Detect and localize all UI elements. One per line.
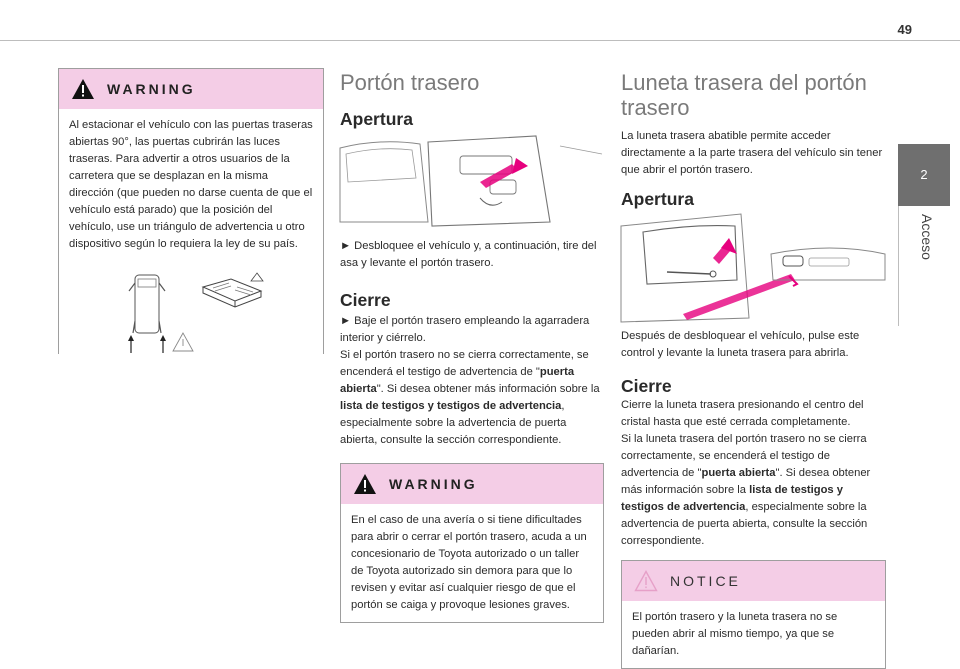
cierre-instruction: ► Baje el portón trasero empleando la agarradera interior y ciérrelo. [340, 315, 590, 344]
tailgate-handle-icon [340, 136, 604, 228]
notice-title: NOTICE [670, 573, 741, 589]
warning-header-tailgate [341, 464, 603, 504]
header-rule [0, 40, 960, 41]
cierre-text-bold-door: puerta abierta [340, 366, 575, 395]
column-right [621, 68, 886, 669]
warning-title-tailgate: WARNING [389, 476, 478, 492]
warning-header [59, 69, 323, 109]
warning-box-tailgate [340, 463, 604, 623]
cierre-window-bold-door: puerta abierta [701, 467, 776, 479]
heading-cierre: Cierre [340, 290, 391, 310]
heading-cierre-window: Cierre [621, 376, 672, 396]
heading-apertura: Apertura [340, 109, 413, 129]
cierre-window-bold-list: lista de testigos y testigos de advertencia [621, 484, 843, 513]
cierre-window-warning-light-text [621, 431, 886, 550]
manual-book-icon [199, 269, 269, 313]
rear-window-intro: La luneta trasera abatible permite acceder directamente a la parte trasera del vehículo sin tener que abrir el portón trasero. [621, 130, 883, 176]
notice-box [621, 560, 886, 669]
column-middle [340, 68, 604, 623]
tailgate-open-illustration [340, 136, 604, 228]
cierre-text-part1: Si el portón trasero no se cierra correctamente, se encenderá el testigo de advertencia de " [340, 349, 589, 378]
cierre-text-part2: ". Si desea obtener más información sobre la [376, 383, 600, 395]
section-title-tailgate: Portón trasero [340, 70, 480, 95]
notice-triangle-icon [634, 570, 658, 592]
heading-apertura-window: Apertura [621, 189, 694, 209]
cierre-text-part3: , especialmente sobre la advertencia de puerta abierta, consulte la sección correspondiente. [340, 400, 567, 446]
rear-window-illustration [621, 214, 886, 324]
section-title-rear-window: Luneta trasera del portón trasero [621, 70, 867, 120]
warning-illustration [59, 261, 323, 357]
chapter-tab[interactable]: 2 [898, 144, 950, 206]
warning-text-tailgate: En el caso de una avería o si tiene dificultades para abrir o cerrar el portón trasero, acuda a un concesionario de Toyota autorizado o un taller de Toyota autorizado sin demora para que lo revisen y evitar así cualquier riesgo de que el portón se caiga y provoque lesiones graves. [351, 514, 587, 611]
warning-triangle-icon [71, 78, 95, 100]
warning-text: Al estacionar el vehículo con las puertas traseras abiertas 90°, las puertas cubrirán las luces traseras. Para advertir a otros usuarios de la carretera que se desplazan en la misma dirección (que pueden no darse cuenta de que el vehículo está parado) que la posición del vehículo, use un triángulo de advertencia u otro dispositivo según lo requiera la ley de su país. [69, 119, 313, 250]
chapter-divider [898, 206, 899, 326]
chapter-title: Acceso [919, 214, 935, 260]
cierre-window-part1: Si la luneta trasera del portón trasero no se cierra correctamente, se encenderá el testigo de advertencia de " [621, 433, 867, 479]
page-number: 49 [897, 22, 912, 37]
van-doors-open-icon [59, 261, 323, 357]
warning-title: WARNING [107, 81, 196, 97]
warning-triangle-icon [353, 473, 377, 495]
warning-box [58, 68, 324, 354]
apertura-instruction: ► Desbloquee el vehículo y, a continuación, tire del asa y levante el portón trasero. [340, 240, 597, 269]
cierre-window-part2: ". Si desea obtener más información sobre la [621, 467, 871, 496]
cierre-text-bold-list: lista de testigos y testigos de advertencia [340, 400, 562, 412]
apertura-window-instruction: Después de desbloquear el vehículo, pulse este control y levante la luneta trasera para abrirla. [621, 330, 860, 359]
cierre-window-part3: , especialmente sobre la advertencia de puerta abierta, consulte la sección correspondiente. [621, 501, 868, 547]
cierre-warning-light-text [340, 347, 604, 449]
cierre-window-instruction: Cierre la luneta trasera presionando el centro del cristal hasta que esté cerrada completamente. [621, 399, 864, 428]
column-left [58, 68, 324, 354]
rear-window-control-icon [621, 214, 886, 324]
notice-header [622, 561, 885, 601]
notice-text: El portón trasero y la luneta trasera no se pueden abrir al mismo tiempo, ya que se dañarían. [632, 611, 838, 657]
